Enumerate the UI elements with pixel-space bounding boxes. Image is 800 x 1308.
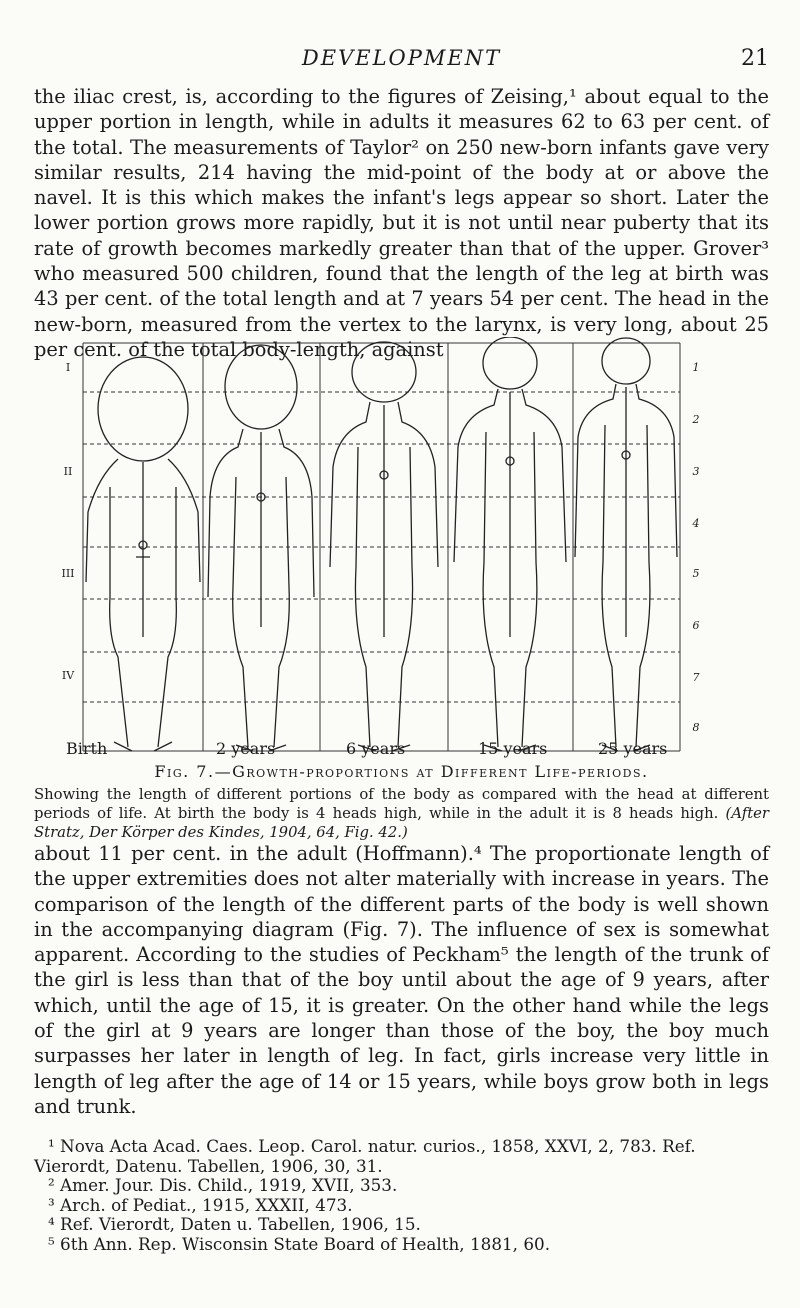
grid-lines (83, 343, 680, 751)
age-label-15-years: 15 years (478, 739, 548, 758)
right-markers (692, 361, 700, 734)
age-labels (48, 739, 733, 759)
figure-birth (86, 357, 200, 751)
figure-2-years (208, 345, 314, 751)
figure-source: (After Stratz, Der Körper des Kindes, 1904, 64, Fig. 42.) (34, 805, 769, 841)
marker-II: II (63, 465, 73, 478)
body-paragraph-2: about 11 per cent. in the adult (Hoffmann).⁴ The proportionate length of the upper extremities does not alter materially with increase in years. The comparison of the length of the different parts of the body is well shown in the accompanying diagram (Fig. 7). The influence of sex is somewhat apparent. According to the studies of Peckham⁵ the length of the trunk of the girl is less than that of the boy until about the age of 9 years, after which, until the age of 15, it is greater. On the other hand while the legs of the girl at 9 years are longer than those of the boy, the boy much surpasses her later in length of leg. In fact, girls increase very little in length of leg after the age of 14 or 15 years, while boys grow both in legs and trunk. (34, 842, 769, 1118)
figure-description-text: Showing the length of different portions of the body as compared with the head at different periods of life. At birth the body is 4 heads high, while in the adult it is 8 heads high. (34, 786, 769, 822)
marker-2: 2 (692, 413, 700, 426)
marker-1: 1 (692, 361, 700, 374)
growth-proportions-diagram (48, 337, 733, 757)
footnote-2: ² Amer. Jour. Dis. Child., 1919, XVII, 353. (48, 1175, 398, 1195)
figure-15-years (454, 337, 566, 751)
age-label-6-years: 6 years (346, 739, 406, 758)
figure-caption (34, 762, 769, 781)
footnote-3: ³ Arch. of Pediat., 1915, XXXII, 473. (48, 1194, 353, 1215)
marker-I: I (65, 361, 71, 374)
age-label-2-years: 2 years (216, 739, 276, 758)
figure-caption-title: —Growth-proportions at Different Life-periods. (214, 762, 649, 781)
age-label-birth: Birth (66, 739, 108, 758)
marker-3: 3 (692, 465, 700, 478)
page-header (34, 46, 769, 76)
figure-25-years (575, 338, 677, 751)
marker-7: 7 (692, 671, 700, 684)
footnotes (34, 1137, 769, 1254)
figure-description (34, 785, 769, 842)
growth-proportions-figure (48, 337, 733, 757)
footnote-4: ⁴ Ref. Vierordt, Daten u. Tabellen, 1906, 15. (48, 1214, 421, 1234)
marker-6: 6 (692, 619, 700, 632)
marker-5: 5 (692, 567, 700, 580)
figure-caption-label: Fig. 7. (154, 762, 215, 781)
age-label-25-years: 25 years (598, 739, 668, 758)
marker-4: 4 (692, 517, 700, 530)
running-title: DEVELOPMENT (301, 46, 502, 70)
left-markers (61, 361, 75, 682)
marker-IV: IV (61, 669, 75, 682)
footnote-5: ⁵ 6th Ann. Rep. Wisconsin State Board of Health, 1881, 60. (48, 1233, 551, 1254)
marker-III: III (61, 567, 75, 580)
body-paragraph-1: the iliac crest, is, according to the figures of Zeising,¹ about equal to the upper portion in length, while in adults it measures 62 to 63 per cent. of the total. The measurements of Taylor² on 250 new-born infants gave very similar results, 214 having the mid-point of the body at or above the navel. It is this which makes the infant's legs appear so short. Later the lower portion grows more rapidly, but it is not until near puberty that its rate of growth becomes markedly greater than that of the upper. Grover³ who measured 500 children, found that the length of the leg at birth was 43 per cent. of the total length and at 7 years 54 per cent. The head in the new-born, measured from the vertex to the larynx, is very long, about 25 per cent. of the total body-length, against (34, 85, 769, 361)
footnote-1: ¹ Nova Acta Acad. Caes. Leop. Carol. natur. curios., 1858, XXVI, 2, 783. Ref. Vierordt, Datenu. Tabellen, 1906, 30, 31. (34, 1136, 696, 1176)
page-number: 21 (741, 46, 769, 71)
marker-8: 8 (692, 721, 700, 734)
